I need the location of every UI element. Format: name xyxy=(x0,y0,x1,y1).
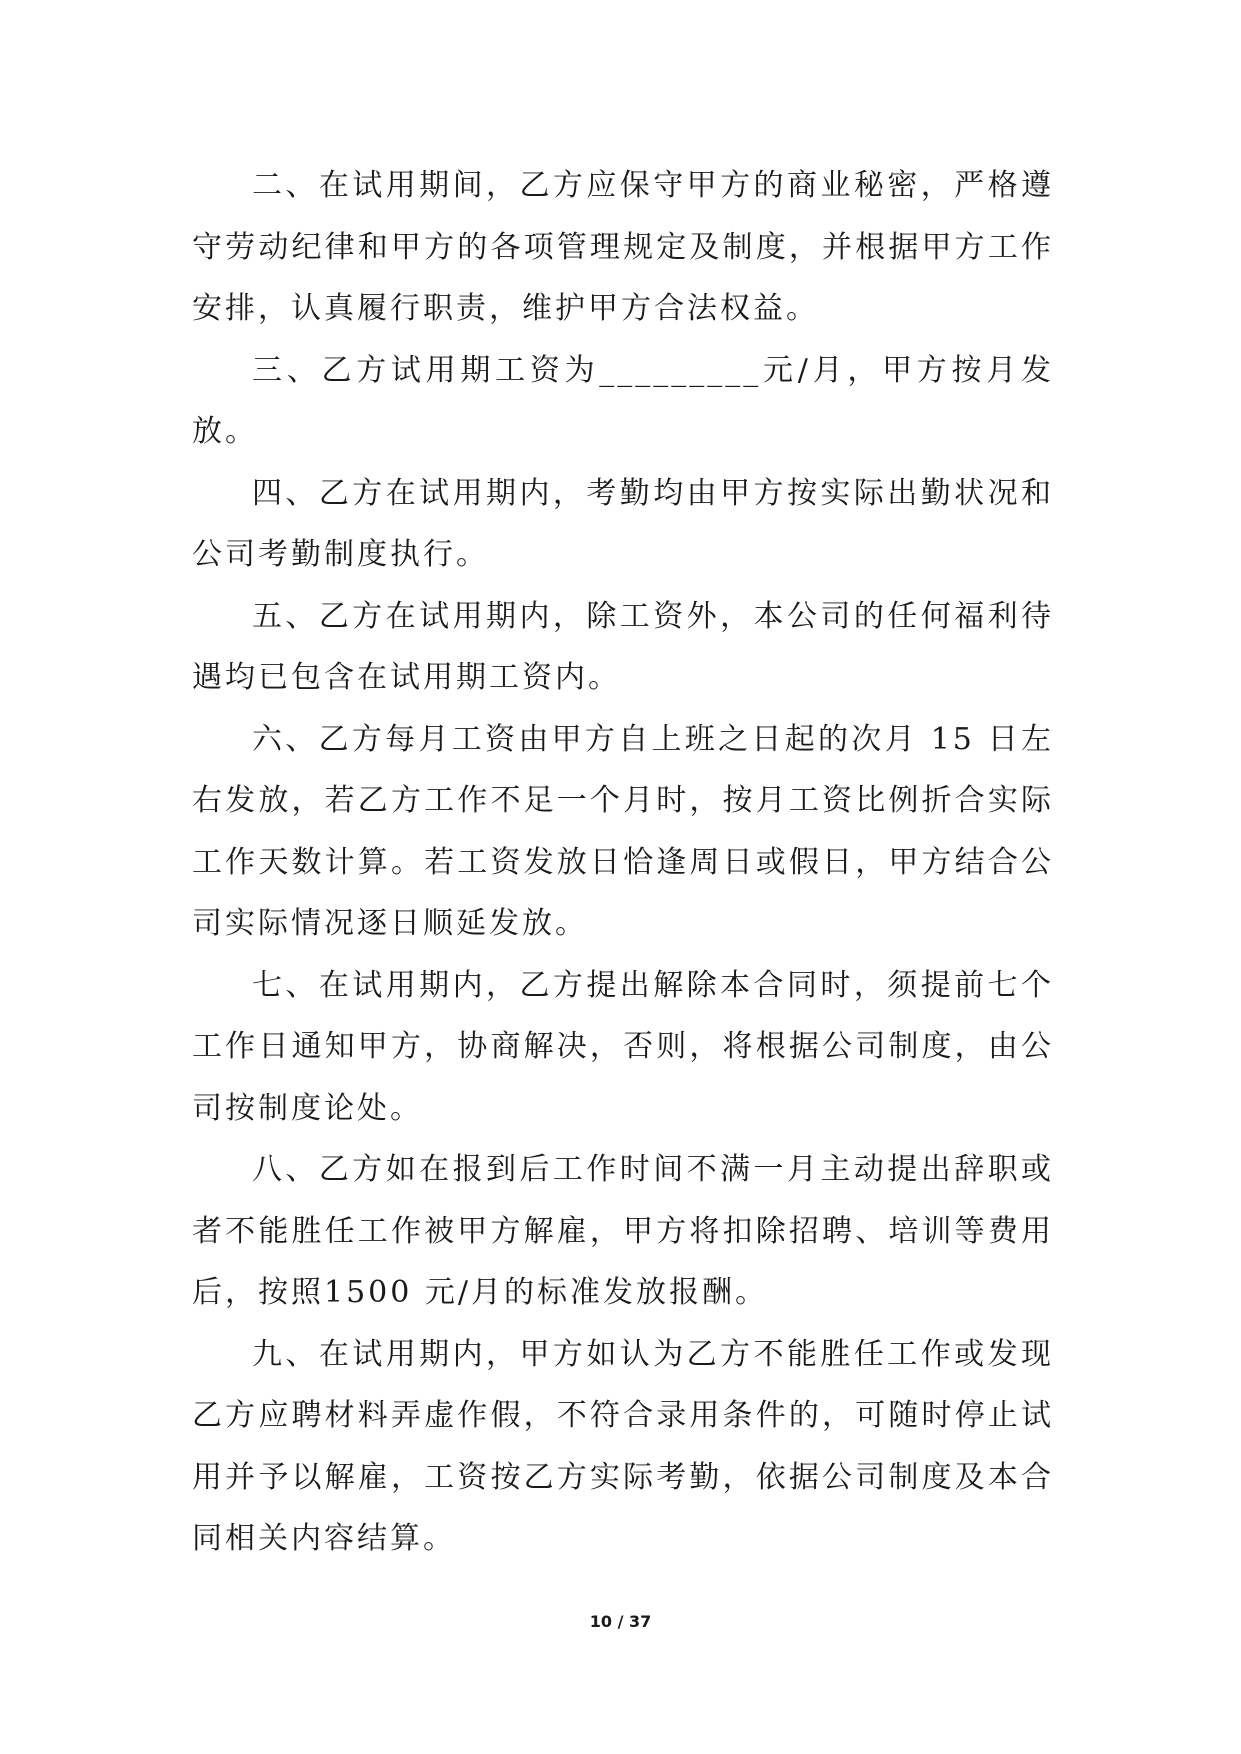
clause-2: 二、在试用期间，乙方应保守甲方的商业秘密，严格遵守劳动纪律和甲方的各项管理规定及制度，并根据甲方工作安排，认真履行职责，维护甲方合法权益。 xyxy=(192,168,1054,326)
clause-6: 六、乙方每月工资由甲方自上班之日起的次月 15 日左右发放，若乙方工作不足一个月时，按月工资比例折合实际工作天数计算。若工资发放日恰逢周日或假日，甲方结合公司实际情况逐日顺延发放。 xyxy=(192,721,1054,941)
page-number: 10 / 37 xyxy=(589,1612,652,1631)
clause-7: 七、在试用期内，乙方提出解除本合同时，须提前七个工作日通知甲方，协商解决，否则，将根据公司制度，由公司按制度论处。 xyxy=(192,967,1054,1126)
clause-8: 八、乙方如在报到后工作时间不满一月主动提出辞职或者不能胜任工作被甲方解雇，甲方将扣除招聘、培训等费用后，按照1500 元/月的标准发放报酬。 xyxy=(192,1152,1054,1310)
document-body xyxy=(192,155,1054,1570)
clause-4: 四、乙方在试用期内，考勤均由甲方按实际出勤状况和公司考勤制度执行。 xyxy=(192,475,1054,572)
clause-5: 五、乙方在试用期内，除工资外，本公司的任何福利待遇均已包含在试用期工资内。 xyxy=(192,598,1054,695)
clause-9: 九、在试用期内，甲方如认为乙方不能胜任工作或发现乙方应聘材料弄虚作假，不符合录用条件的，可随时停止试用并予以解雇，工资按乙方实际考勤，依据公司制度及本合同相关内容结算。 xyxy=(192,1336,1054,1556)
clause-3: 三、乙方试用期工资为_________元/月，甲方按月发放。 xyxy=(192,352,1054,449)
